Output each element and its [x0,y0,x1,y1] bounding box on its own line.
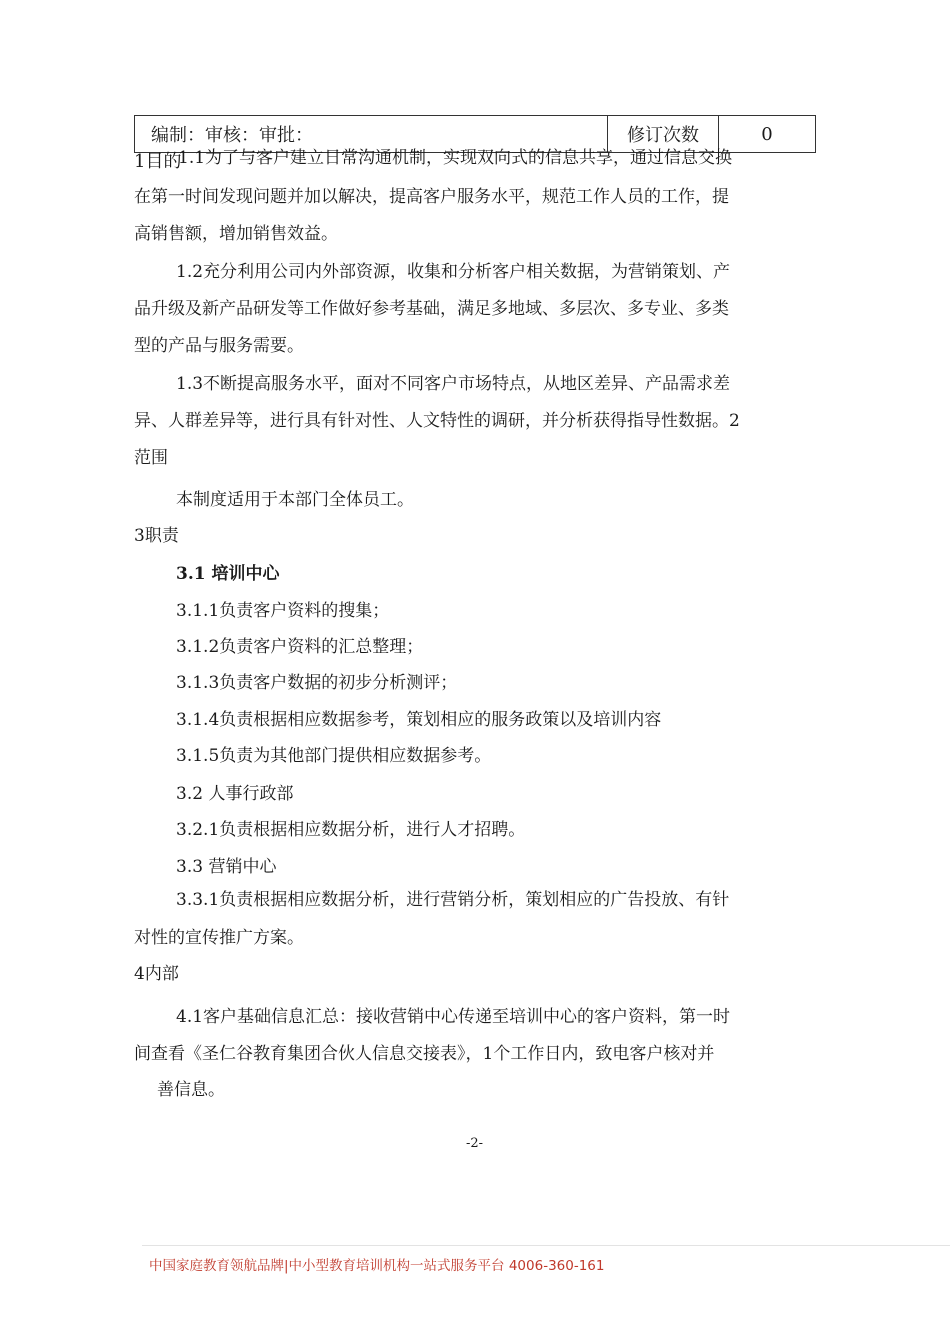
subheading-hr-admin: 3.2 人事行政部 [176,784,294,804]
paragraph-line: 间查看《圣仁谷教育集团合伙人信息交接表》，1个工作日内，致电客户核对并 [134,1044,715,1064]
section-heading-purpose: 1目的 [134,151,182,172]
footer-divider [142,1245,950,1246]
paragraph-line: 1.2充分利用公司内外部资源，收集和分析客户相关数据，为营销策划、产 [176,262,731,282]
section-heading-internal: 4内部 [134,964,179,984]
list-item: 3.1.1负责客户资料的搜集； [176,601,390,621]
paragraph-line: 高销售额，增加销售效益。 [134,224,338,244]
footer-text: 中国家庭教育领航品牌|中小型教育培训机构一站式服务平台 4006-360-161 [149,1258,605,1274]
list-item: 3.1.5负责为其他部门提供相应数据参考。 [176,746,492,766]
section-heading-scope: 范围 [134,448,168,468]
revision-label-cell: 修订次数 [608,116,719,153]
revision-value-cell: 0 [719,116,816,153]
paragraph-line: 异、人群差异等，进行具有针对性、人文特性的调研，并分析获得指导性数据。2 [134,411,740,431]
paragraph-line: 型的产品与服务需要。 [134,336,304,356]
paragraph-line: 本制度适用于本部门全体员工。 [176,490,414,510]
paragraph-line-1-1: 1.1为了与客户建立日常沟通机制，实现双向式的信息共享，通过信息交换 [178,148,733,168]
subheading-marketing-center: 3.3 营销中心 [176,857,277,877]
subheading-training-center: 3.1 培训中心 [176,564,280,584]
paragraph-line: 3.3.1负责根据相应数据分析，进行营销分析，策划相应的广告投放、有针 [176,890,730,910]
paragraph-line: 对性的宣传推广方案。 [134,928,304,948]
list-item: 3.1.2负责客户资料的汇总整理； [176,637,424,657]
paragraph-line: 1.3不断提高服务水平，面对不同客户市场特点，从地区差异、产品需求差 [176,374,731,394]
list-item: 3.1.4负责根据相应数据参考，策划相应的服务政策以及培训内容 [176,710,662,730]
paragraph-line: 在第一时间发现问题并加以解决，提高客户服务水平，规范工作人员的工作，提 [134,187,729,207]
list-item: 3.1.3负责客户数据的初步分析测评； [176,673,458,693]
list-item: 3.2.1负责根据相应数据分析，进行人才招聘。 [176,820,526,840]
paragraph-line: 4.1客户基础信息汇总：接收营销中心传递至培训中心的客户资料，第一时 [176,1007,731,1027]
section-heading-duties: 3职责 [134,526,179,546]
sign-off-cell: 编制：审核：审批： [135,116,608,153]
paragraph-line: 善信息。 [157,1080,225,1100]
paragraph-line: 品升级及新产品研发等工作做好参考基础，满足多地域、多层次、多专业、多类 [134,299,729,319]
page-number: -2- [466,1136,484,1151]
